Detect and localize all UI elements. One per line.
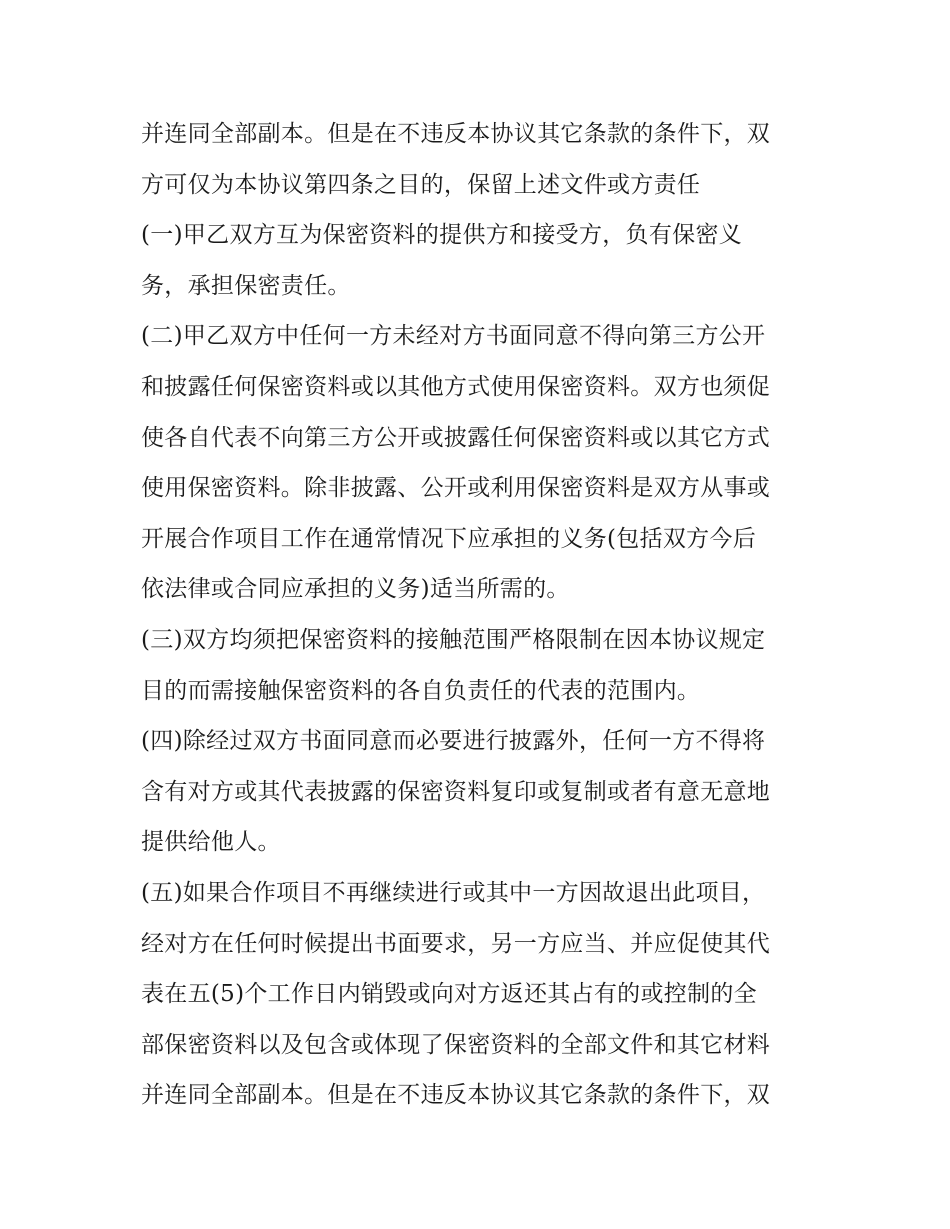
text-line: 经对方在任何时候提出书面要求，另一方应当、并应促使其代	[141, 930, 771, 957]
text-line: 和披露任何保密资料或以其他方式使用保密资料。双方也须促	[141, 373, 771, 400]
text-line: 方可仅为本协议第四条之目的，保留上述文件或方责任	[141, 171, 701, 198]
text-line: (二)甲乙双方中任何一方未经对方书面同意不得向第三方公开	[141, 323, 766, 350]
text-line: 并连同全部副本。但是在不违反本协议其它条款的条件下，双	[141, 1082, 771, 1109]
text-line: 使各自代表不向第三方公开或披露任何保密资料或以其它方式	[141, 424, 771, 451]
document-body	[141, 109, 821, 1121]
text-line: 目的而需接触保密资料的各自负责任的代表的范围内。	[141, 677, 701, 704]
text-line: 使用保密资料。除非披露、公开或利用保密资料是双方从事或	[141, 475, 771, 502]
text-line: 表在五(5)个工作日内销毁或向对方返还其占有的或控制的全	[141, 981, 757, 1008]
text-line: 含有对方或其代表披露的保密资料复印或复制或者有意无意地	[141, 778, 771, 805]
text-line: 开展合作项目工作在通常情况下应承担的义务(包括双方今后	[141, 525, 757, 552]
text-line: (五)如果合作项目不再继续进行或其中一方因故退出此项目，	[141, 879, 766, 906]
text-line: 提供给他人。	[141, 829, 281, 856]
text-line: 依法律或合同应承担的义务)适当所需的。	[141, 576, 570, 603]
text-line: (一)甲乙双方互为保密资料的提供方和接受方，负有保密义	[141, 222, 743, 249]
text-line: 部保密资料以及包含或体现了保密资料的全部文件和其它材料	[141, 1031, 771, 1058]
text-line: 并连同全部副本。但是在不违反本协议其它条款的条件下，双	[141, 121, 771, 147]
text-line: (三)双方均须把保密资料的接触范围严格限制在因本协议规定	[141, 626, 766, 653]
text-line: 务，承担保密责任。	[141, 272, 351, 299]
text-line: (四)除经过双方书面同意而必要进行披露外，任何一方不得将	[141, 728, 766, 755]
